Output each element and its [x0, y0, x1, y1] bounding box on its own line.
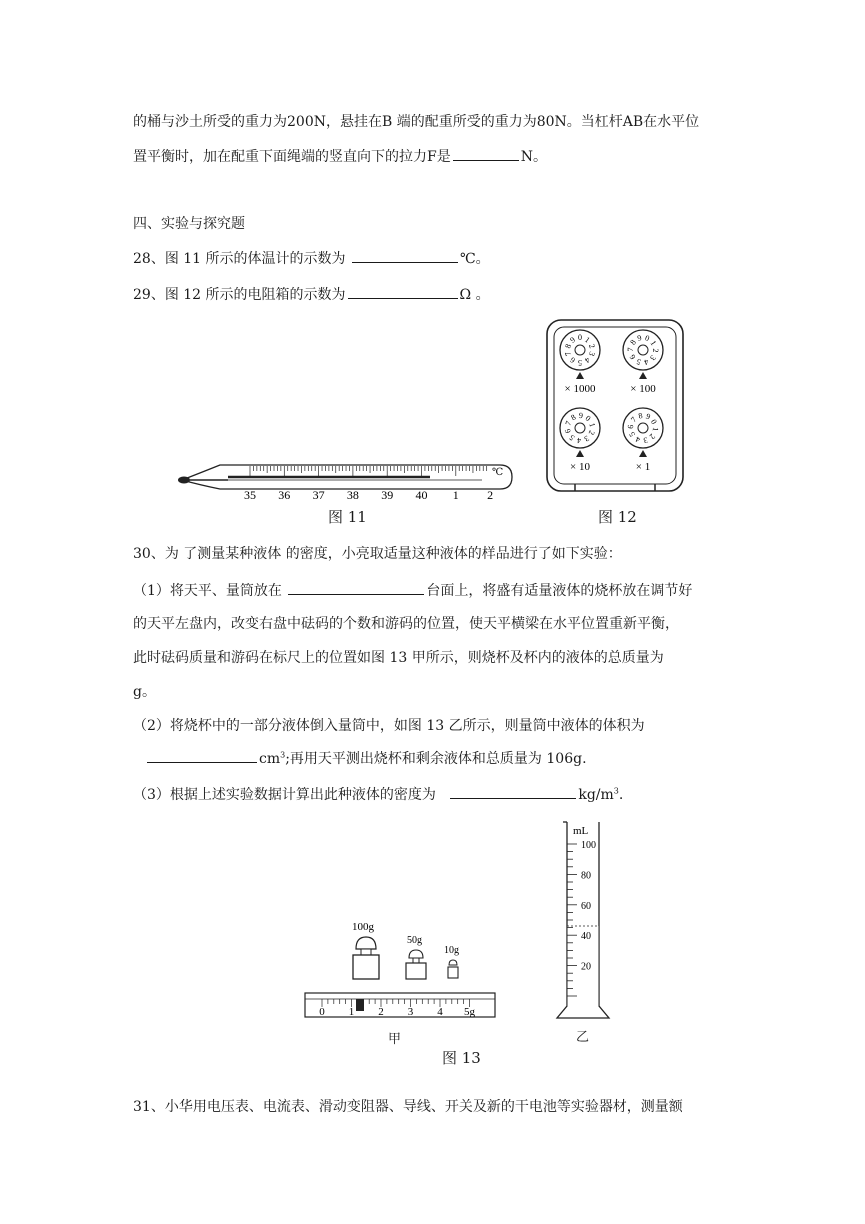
q30-p1-text: （1）将天平、量筒放在: [133, 583, 282, 599]
svg-text:5: 5: [578, 358, 582, 367]
thermometer-label: 36: [278, 488, 291, 502]
svg-text:6: 6: [625, 424, 636, 430]
svg-text:2: 2: [586, 429, 597, 437]
q28-text: 28、图 11 所示的体温计的示数为: [133, 251, 346, 267]
svg-text:9: 9: [578, 410, 584, 421]
svg-text:6: 6: [563, 427, 573, 435]
q27-line2: [133, 146, 547, 167]
svg-text:7: 7: [563, 419, 574, 427]
fig13-caption: 图 13: [442, 1049, 481, 1067]
svg-text:0: 0: [578, 333, 582, 342]
weight-10g: [448, 967, 458, 978]
q27-line1: 的桶与沙土所受的重力为200N，悬挂在B 端的配重所受的重力为80N。当杠杆AB在水平位: [133, 114, 700, 130]
q30-p2-sup: 3: [280, 750, 286, 760]
thermometer-label: 35: [244, 488, 256, 502]
cylinder-label: 100: [581, 840, 596, 851]
q30-p1-line4: g。: [133, 684, 156, 700]
svg-text:1: 1: [648, 338, 659, 348]
q30-p3-unit: kg/m: [578, 787, 614, 803]
svg-text:2: 2: [586, 342, 597, 350]
svg-text:6: 6: [568, 355, 577, 365]
thermometer-label: 37: [312, 488, 325, 502]
fig11-caption: 图 11: [328, 508, 367, 526]
q27-unit: N。: [520, 149, 547, 165]
thermometer-label: 40: [415, 488, 428, 502]
beam-scale-label: 4: [437, 1006, 443, 1018]
q29-answer-blank[interactable]: [348, 284, 458, 299]
q29-unit: Ω 。: [459, 287, 490, 303]
svg-text:1: 1: [587, 421, 597, 429]
dial-multiplier: × 10: [570, 461, 590, 473]
fig11-thermometer: [170, 455, 520, 505]
weight-10g-label: 10g: [444, 945, 459, 956]
svg-text:7: 7: [629, 415, 639, 425]
svg-text:5: 5: [635, 356, 643, 367]
svg-text:3: 3: [648, 353, 658, 363]
q30-p1: [133, 580, 692, 601]
q28-unit: ℃。: [459, 251, 490, 267]
q30-p2: （2）将烧杯中的一部分液体倒入量筒中，如图 13 乙所示，则量筒中液体的体积为: [133, 718, 645, 734]
cylinder-label: 40: [581, 931, 591, 943]
q28: [133, 248, 490, 269]
fig13-balance: [300, 915, 500, 1025]
q30-p2-blank[interactable]: [147, 748, 257, 763]
q30-p2-unit: cm: [259, 751, 281, 767]
thermometer-label: 1: [452, 488, 459, 502]
q30-p1-blank[interactable]: [288, 580, 424, 595]
q30-p3-sup: 3: [613, 786, 619, 796]
q31-line1: 31、小华用电压表、电流表、滑动变阻器、导线、开关及新的干电池等实验器材，测量额: [133, 1099, 683, 1115]
beam-scale-label: 5g: [464, 1006, 475, 1018]
q28-answer-blank[interactable]: [352, 248, 458, 263]
svg-text:8: 8: [637, 410, 644, 421]
svg-text:2: 2: [647, 431, 657, 441]
fig13-cylinder: [553, 818, 613, 1023]
svg-text:9: 9: [568, 335, 577, 345]
q30-p3: [133, 784, 623, 805]
cylinder-label: 20: [581, 961, 591, 973]
svg-text:4: 4: [576, 435, 582, 446]
q29: [133, 284, 490, 305]
q30-p1-text2: 台面上，将盛有适量液体的烧杯放在调节好: [426, 583, 693, 599]
dial-knob[interactable]: [623, 408, 663, 448]
svg-text:8: 8: [628, 337, 638, 347]
q30-p1-line3: 此时砝码质量和游码在标尺上的位置如图 13 甲所示，则烧杯及杯内的液体的总质量为: [133, 650, 664, 666]
beam-scale-label: 0: [319, 1006, 325, 1018]
dial-knob[interactable]: [623, 330, 663, 370]
rider: [356, 999, 364, 1011]
svg-text:9: 9: [636, 333, 643, 343]
q30-p2-text: ;再用天平测出烧杯和剩余液体和总质量为 106g.: [285, 751, 587, 767]
fig13-jia: 甲: [388, 1032, 402, 1047]
svg-text:7: 7: [563, 350, 574, 358]
svg-text:5: 5: [567, 432, 577, 443]
q30-p3-text: （3）根据上述实验数据计算出此种液体的密度为: [133, 787, 436, 803]
svg-text:0: 0: [648, 417, 659, 426]
q30-p1-line2: 的天平左盘内，改变右盘中砝码的个数和游码的位置，使天平横梁在水平位置重新平衡，: [133, 616, 679, 632]
q30-p3-post: .: [618, 787, 624, 803]
svg-text:8: 8: [563, 342, 574, 350]
thermometer-label: 2: [487, 488, 494, 502]
weight-100g-label: 100g: [352, 921, 374, 933]
svg-text:3: 3: [582, 433, 591, 444]
svg-text:0: 0: [583, 413, 593, 424]
q30-p2-line2: [133, 748, 587, 769]
cylinder-unit: mL: [573, 825, 589, 837]
beam-scale-label: 3: [407, 1006, 414, 1018]
q30-p3-blank[interactable]: [450, 784, 576, 799]
weight-50g: [406, 963, 426, 979]
svg-text:3: 3: [642, 435, 649, 446]
weight-100g: [353, 955, 379, 979]
dial-knob[interactable]: [560, 408, 600, 448]
q29-text: 29、图 12 所示的电阻箱的示数为: [133, 287, 346, 303]
fig11-unit: ℃: [492, 467, 504, 478]
svg-text:1: 1: [650, 426, 661, 432]
svg-text:3: 3: [586, 350, 597, 358]
thermometer-label: 38: [346, 488, 359, 502]
cylinder-label: 80: [581, 870, 591, 882]
dial-multiplier: × 1000: [564, 383, 596, 395]
svg-text:4: 4: [634, 434, 642, 445]
svg-text:5: 5: [627, 430, 638, 439]
svg-text:4: 4: [583, 355, 592, 365]
dial-multiplier: × 1: [635, 461, 651, 473]
dial-knob[interactable]: [560, 330, 600, 370]
svg-text:1: 1: [583, 335, 592, 345]
svg-text:6: 6: [627, 352, 638, 362]
thermometer-label: 39: [381, 488, 394, 502]
q27-answer-blank[interactable]: [453, 146, 519, 161]
weight-50g-label: 50g: [407, 935, 422, 946]
section-heading: 四、实验与探究题: [133, 216, 245, 232]
fig13-yi: 乙: [576, 1030, 590, 1045]
beam-scale-label: 2: [378, 1006, 384, 1018]
fig12-caption: 图 12: [598, 508, 637, 526]
beam-scale-label: 1: [348, 1006, 355, 1018]
q27-line2-text: 置平衡时，加在配重下面绳端的竖直向下的拉力F是: [133, 149, 451, 165]
svg-text:9: 9: [644, 411, 652, 422]
q30-intro: 30、为 了测量某种液体 的密度，小亮取适量这种液体的样品进行了如下实验：: [133, 546, 622, 562]
svg-text:2: 2: [650, 348, 661, 353]
svg-text:0: 0: [643, 333, 651, 344]
dial-multiplier: × 100: [630, 383, 656, 395]
cylinder-label: 60: [581, 900, 591, 912]
fig12-resistance-box: [545, 318, 685, 493]
svg-text:8: 8: [569, 412, 578, 423]
svg-text:4: 4: [643, 357, 650, 367]
svg-text:7: 7: [625, 347, 636, 352]
